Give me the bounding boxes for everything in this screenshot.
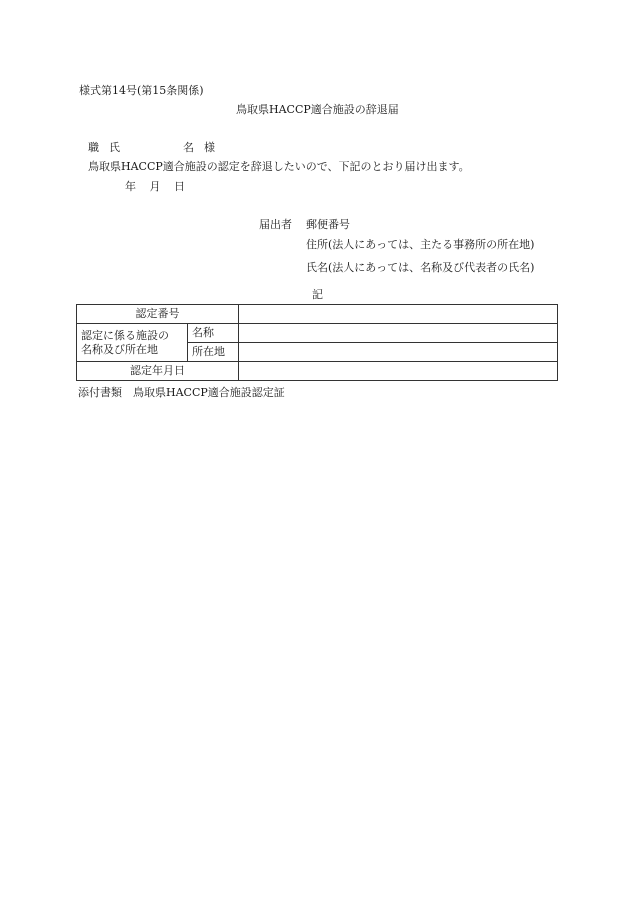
- postal-code-label: 郵便番号: [306, 218, 350, 231]
- address-label: 住所(法人にあっては、主たる事務所の所在地): [306, 238, 535, 251]
- table-row: [77, 362, 558, 381]
- facility-header-line2: 名称及び所在地: [81, 342, 158, 356]
- form-number-label: 様式第14号(第15条関係): [79, 84, 204, 97]
- certification-table: [76, 304, 558, 381]
- table-row: [77, 324, 558, 343]
- date-line: 年 月 日: [125, 180, 185, 193]
- addressee-title: 職氏: [88, 141, 130, 154]
- facility-location-label: 所在地: [188, 343, 239, 362]
- attachment-note: 添付書類 鳥取県HACCP適合施設認定証: [78, 386, 285, 399]
- cert-number-value: [239, 305, 558, 324]
- addressee-name: 名様: [183, 141, 225, 154]
- cert-number-header: 認定番号: [77, 305, 239, 324]
- body-text: 鳥取県HACCP適合施設の認定を辞退したいので、下記のとおり届け出ます。: [88, 160, 470, 173]
- facility-header: [77, 324, 188, 362]
- facility-location-value: [239, 343, 558, 362]
- facility-name-value: [239, 324, 558, 343]
- table-row: [77, 305, 558, 324]
- name-label: 氏名(法人にあっては、名称及び代表者の氏名): [306, 261, 535, 274]
- document-title: 鳥取県HACCP適合施設の辞退届: [236, 103, 399, 116]
- facility-header-line1: 認定に係る施設の: [81, 328, 169, 342]
- cert-date-value: [239, 362, 558, 381]
- facility-name-label: 名称: [188, 324, 239, 343]
- applicant-label: 届出者: [259, 218, 292, 231]
- cert-date-header: 認定年月日: [77, 362, 239, 381]
- ki-label: 記: [312, 288, 323, 301]
